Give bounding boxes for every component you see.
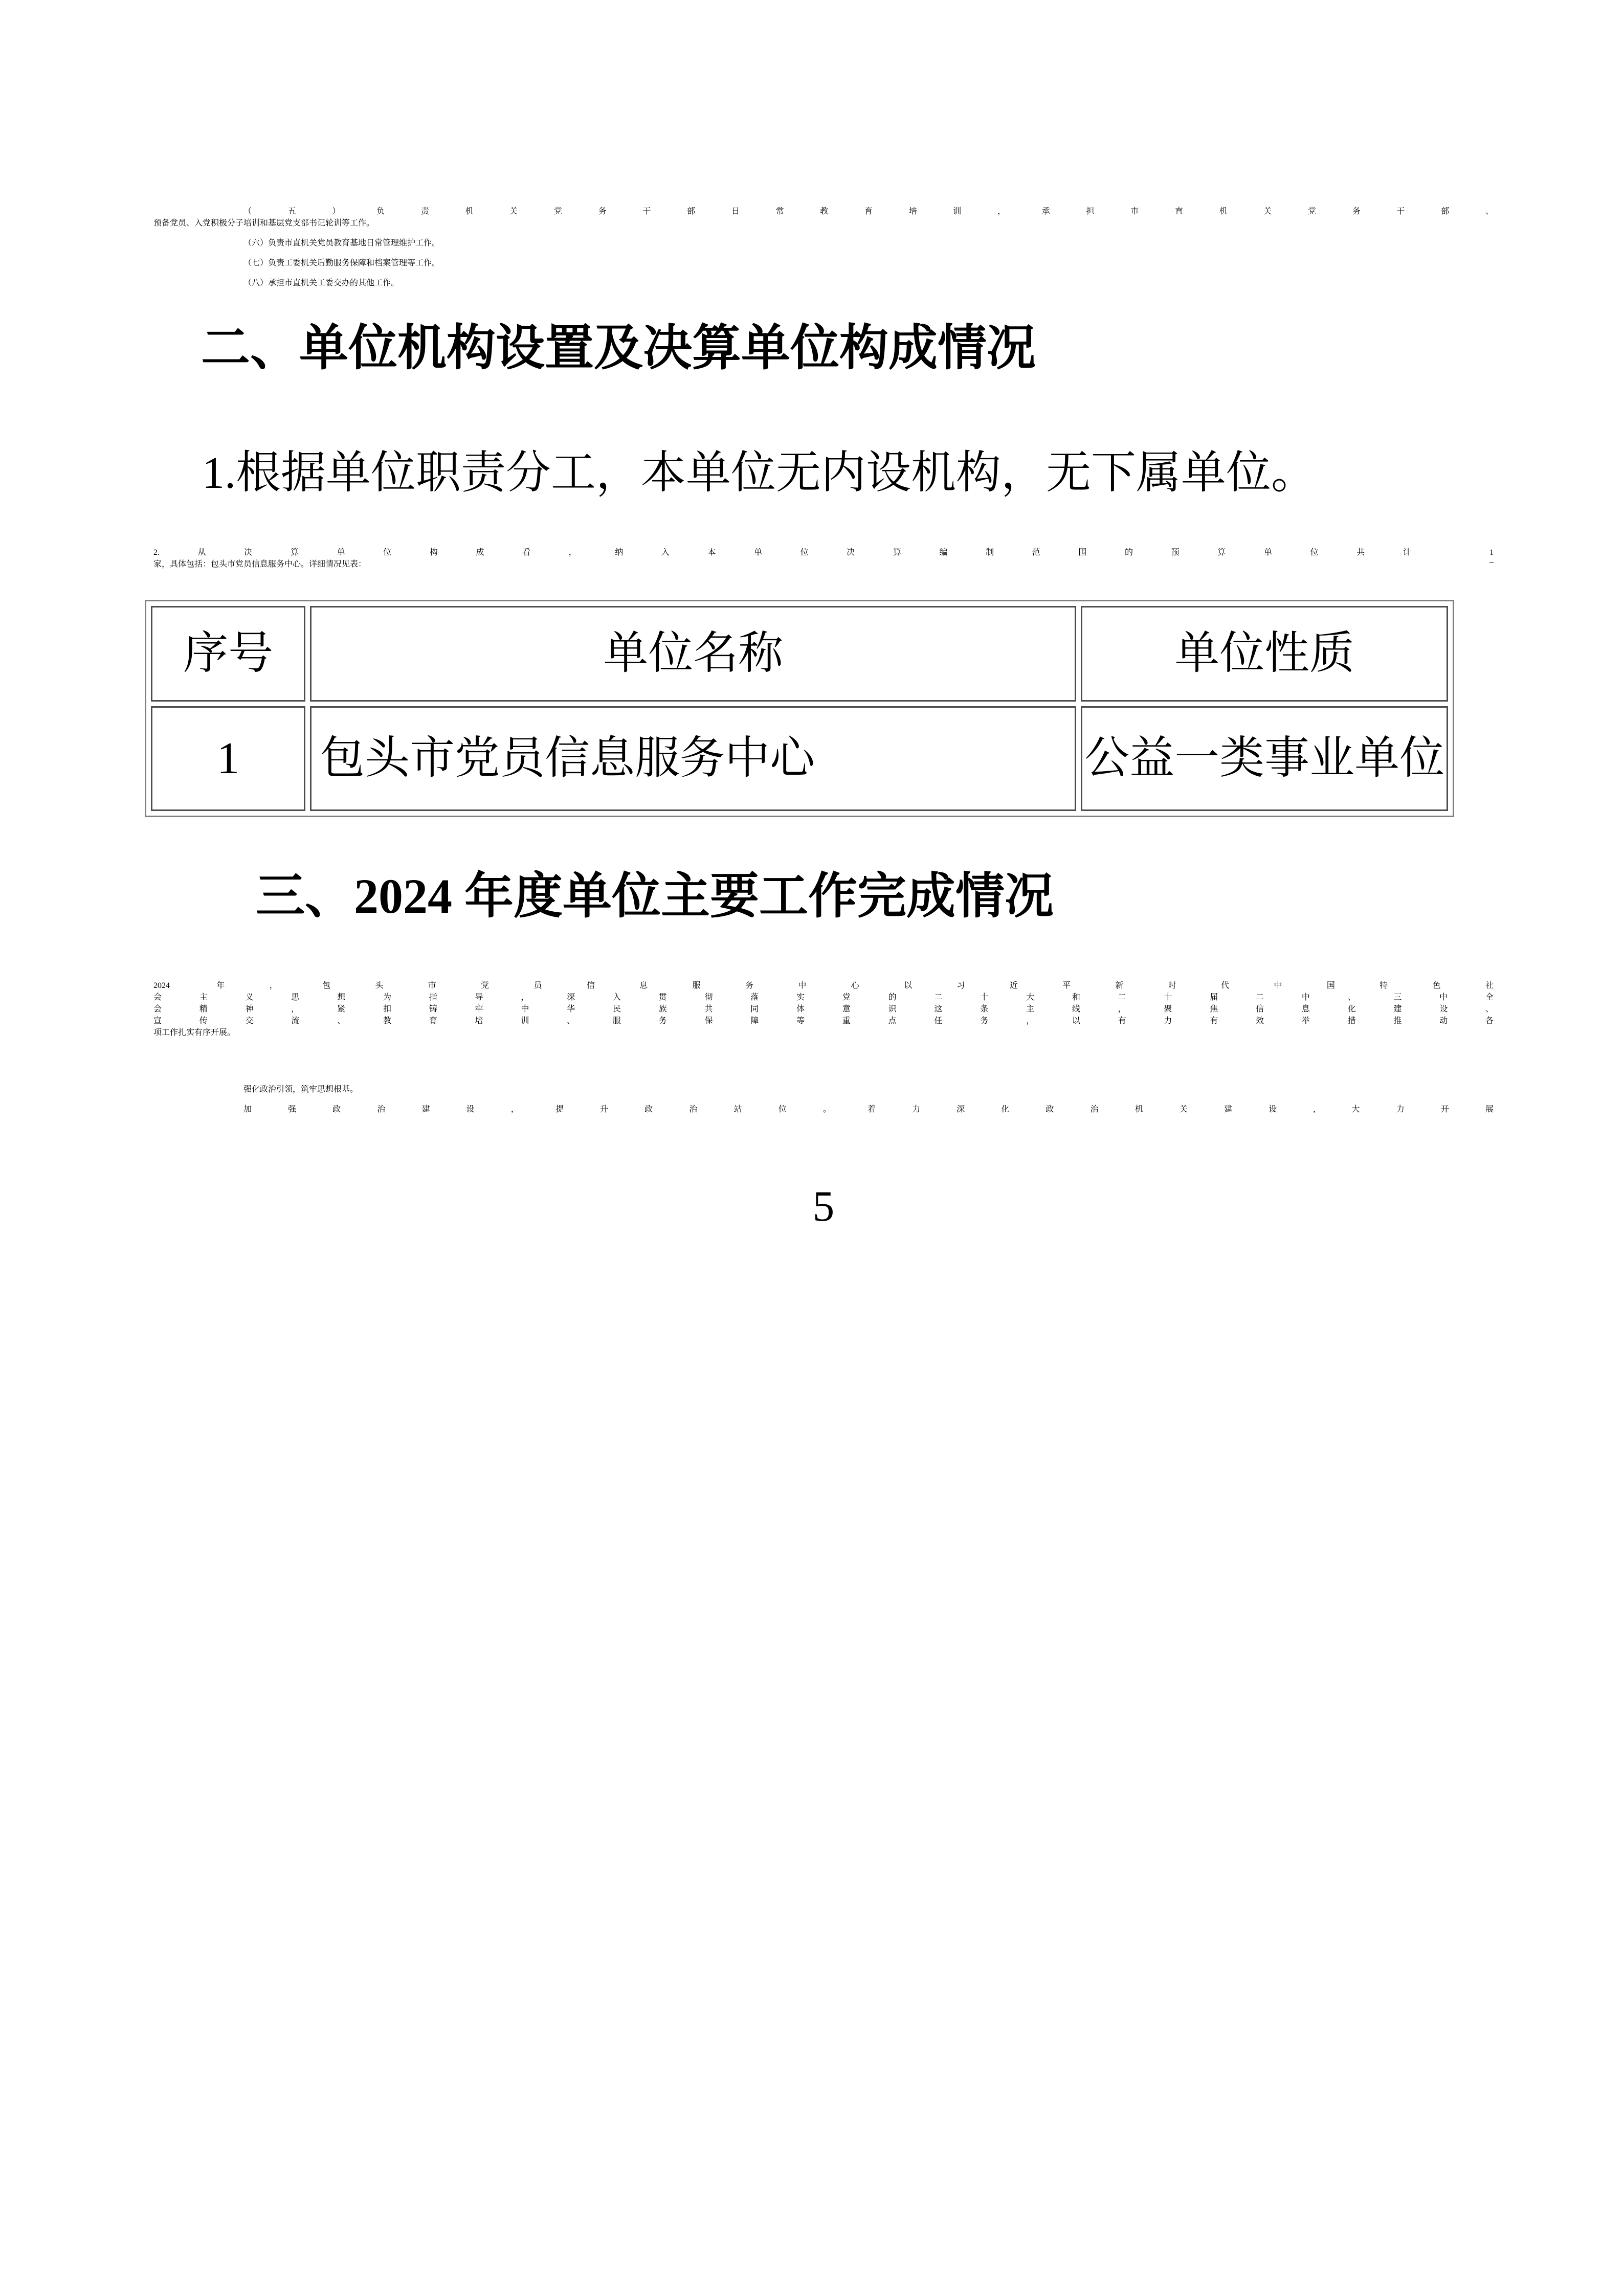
paragraph-duty-5-line-2: 预备党员、入党积极分子培训和基层党支部书记轮训等工作。 bbox=[153, 219, 375, 228]
paragraph-item-1: 1.根据单位职责分工，本单位无内设机构，无下属单位。 bbox=[202, 448, 1317, 498]
paragraph-2024-line-5: 项工作扎实有序开展。 bbox=[153, 1028, 236, 1037]
table-cell-unit-name: 包头市党员信息服务中心 bbox=[310, 706, 1076, 811]
paragraph-duty-5-line-1: （五）负责机关党务干部日常教育培训，承担市直机关党务干部、 bbox=[243, 207, 1494, 216]
paragraph-item-2-text: 2.从决算单位构成看，纳入本单位决算编制范围的预算单位共计 bbox=[153, 548, 1489, 557]
section-heading-3: 三、2024 年度单位主要工作完成情况 bbox=[256, 869, 1054, 924]
paragraph-item-2-line-2: 家，具体包括：包头市党员信息服务中心。详细情况见表： bbox=[153, 560, 367, 569]
paragraph-2024-line-1: 2024 年，包头市党员信息服务中心以习近平新时代中国特色社 bbox=[153, 981, 1494, 990]
paragraph-strengthen-line: 强化政治引领，筑牢思想根基。 bbox=[243, 1085, 359, 1094]
paragraph-duty-8-line: （八）承担市直机关工委交办的其他工作。 bbox=[243, 279, 399, 287]
paragraph-duty-7-line: （七）负责工委机关后勤服务保障和档案管理等工作。 bbox=[243, 259, 440, 267]
table-cell-unit-type: 公益一类事业单位 bbox=[1081, 706, 1448, 811]
table-header-index: 序号 bbox=[151, 606, 305, 702]
paragraph-2024-line-4: 宣传交流、教育培训、服务保障等重点任务，以有力有效举措推动各 bbox=[153, 1017, 1494, 1025]
table-header-row bbox=[151, 606, 1448, 702]
section-heading-2: 二、单位机构设置及决算单位构成情况 bbox=[201, 321, 1036, 375]
unit-composition-table bbox=[145, 600, 1454, 817]
table-header-unit-type: 单位性质 bbox=[1081, 606, 1448, 702]
table-row bbox=[151, 706, 1448, 811]
paragraph-2024-line-3: 会精神，紧扣铸牢中华民族共同体意识这条主线，聚焦信息化建设、 bbox=[153, 1005, 1494, 1014]
table-cell-index: 1 bbox=[151, 706, 305, 811]
table-header-unit-name: 单位名称 bbox=[310, 606, 1076, 702]
paragraph-item-2-line-1 bbox=[153, 546, 1494, 557]
paragraph-duty-6-line: （六）负责市直机关党员教育基地日常管理维护工作。 bbox=[243, 239, 440, 247]
paragraph-political-construction-line: 加强政治建设，提升政治站位。着力深化政治机关建设,大力开展 bbox=[243, 1105, 1494, 1114]
page-number: 5 bbox=[812, 1182, 835, 1230]
paragraph-2024-line-2: 会主义思想为指导，深入贯彻落实党的二十大和二十届二中、三中全 bbox=[153, 993, 1494, 1002]
underlined-unit-count: 1 bbox=[1489, 548, 1494, 557]
